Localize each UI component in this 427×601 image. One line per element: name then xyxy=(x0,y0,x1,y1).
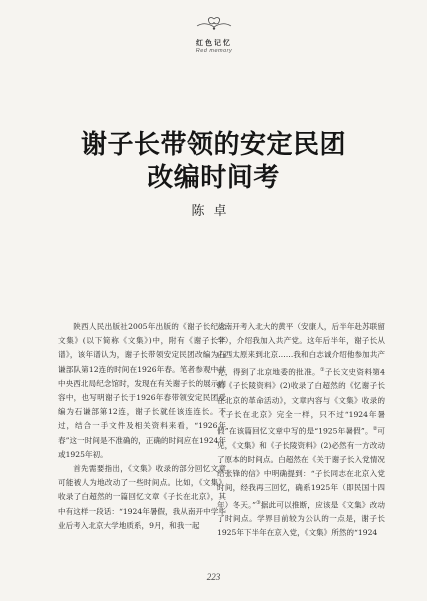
title-line-2: 改编时间考 xyxy=(147,163,280,193)
paragraph: 首先需要指出，《文集》收录的部分回忆文章可能被人为地改动了一些时间点。比如，《文集》收录了白超然的一篇回忆文章《子长在北京》，其中有这样一段话：“1924年暑假，我从南开中学毕业后考入北京大学地质系，9月，和我一起 xyxy=(58,464,226,530)
footnote-ref: ① xyxy=(319,366,325,373)
title-line-1: 谢子长带领的安定民团 xyxy=(80,130,346,160)
paragraph-continued: 可见，《文集》和《子长陵资料》(2)必然有一方改动了原本的时间点。白超然在《关于谢子长入党情况给张锋的信》中明确提到：“子长同志在北京入党时间，经我再三回忆，确系1925年（即民国十四年）冬天。” xyxy=(217,426,385,510)
page-number: 223 xyxy=(206,572,221,582)
body-column-left xyxy=(58,320,226,533)
footnote-ref: ③ xyxy=(255,499,261,506)
article-author: 陈卓 xyxy=(191,204,236,219)
paragraph-continued: 从南开考入北大的黄平（安康人，后半年赴苏联留学），介绍我加入共产党。这年后半年，谢子长从山西太原来到北京……我和白志诚介绍他参加共产党，得到了北京地委的批准。 xyxy=(217,322,385,377)
paragraph: 陕西人民出版社2005年出版的《谢子长纪念文集》(以下简称《文集》)中，附有《谢子长年谱》，该年谱认为，谢子长带领安定民团改编为石谦部队第12连的时间在1926年春。笔者参观中共中央西北局纪念馆时，发现在有关谢子长的展示内容中，也写明谢子长于1926年春带领安定民团受编为石谦部第12连，谢子长就任该连连长。不过，结合一手文件及相关资料来看，“1926年春”这一时间是不准确的，正确的时间应在1924年或1925年初。 xyxy=(58,322,226,459)
body-column-right xyxy=(217,320,385,541)
column-header xyxy=(183,16,245,60)
column-name: 红色记忆 xyxy=(196,38,232,47)
column-name-english: Red memory xyxy=(195,48,233,54)
article-title xyxy=(0,129,427,195)
paragraph-continued: 子长文史资料第4辑《子长陵资料》(2)收录了白超然的《忆谢子长在北京的革命活动》，文章内容与《文集》收录的《子长在北京》完全一样，只不过“1924年暑假”在该篇回忆文章中写的是“1925年暑假”。 xyxy=(217,367,386,436)
paragraph-continued: 据此可以推断，应该是《文集》改动了时间点。学界目前较为公认的一点是，谢子长1925年下半年在京入党，《文集》所然的“1924 xyxy=(217,500,385,538)
ornament-icon xyxy=(189,16,239,32)
footnote-ref: ② xyxy=(372,425,378,432)
